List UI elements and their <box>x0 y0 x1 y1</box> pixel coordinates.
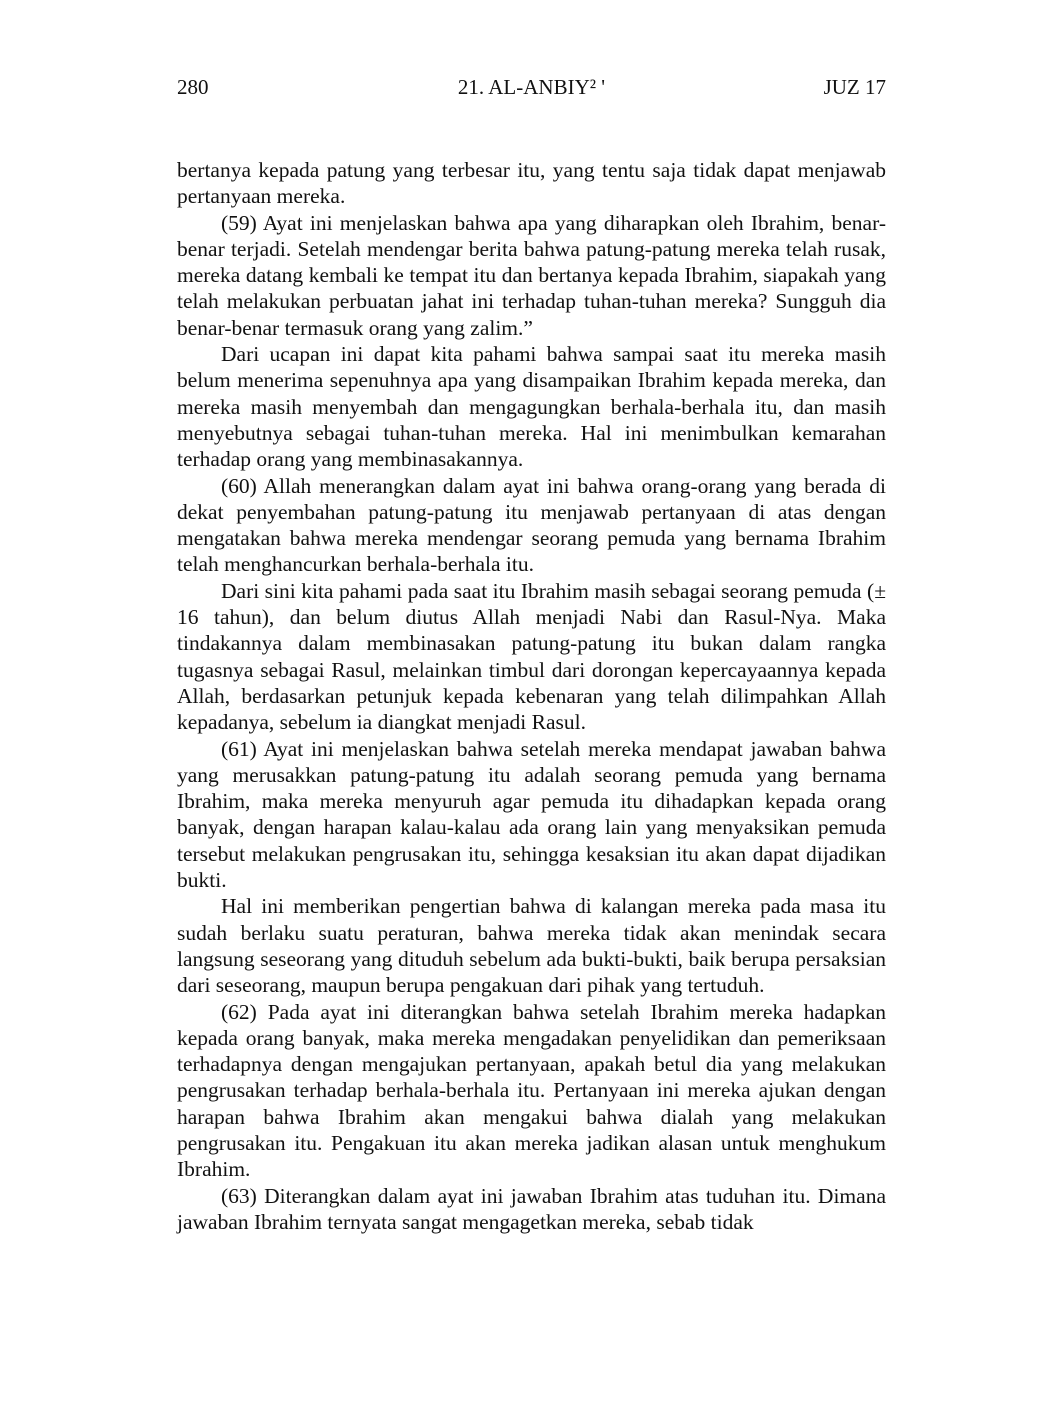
paragraph-commentary-61: Hal ini memberikan pengertian bahwa di kalangan mereka pada masa itu sudah berlaku suatu peraturan, bahwa mereka tidak akan menindak secara langsung seseorang yang dituduh sebelum ada bukti-bukti, baik berupa persaksian dari seseorang, maupun berupa pengakuan dari pihak yang tertuduh. <box>177 894 886 998</box>
paragraph-continuation: bertanya kepada patung yang terbesar itu, yang tentu saja tidak dapat menjawab pertanyaan mereka. <box>177 158 886 209</box>
paragraph-verse-61: (61) Ayat ini menjelaskan bahwa setelah mereka mendapat jawaban bahwa yang merusakkan patung-patung itu adalah seorang pemuda yang bernama Ibrahim, maka mereka menyuruh agar pemuda itu dihadapkan kepada orang banyak, dengan harapan kalau-kalau ada orang lain yang menyaksikan pemuda tersebut melakukan pengrusakan itu, sehingga kesaksian itu akan dapat dijadikan bukti. <box>177 736 886 893</box>
paragraph-verse-62: (62) Pada ayat ini diterangkan bahwa setelah Ibrahim mereka hadapkan kepada orang banyak, maka mereka mengadakan penyelidikan dan pemeriksaan terhadapnya dengan mengajukan pertanyaan, apakah betul dia yang melakukan pengrusakan terhadap berhala-berhala itu. Pertanyaan ini mereka ajukan dengan harapan bahwa Ibrahim akan mengakui bahwa dialah yang melakukan pengrusakan itu. Pengakuan itu akan mereka jadikan alasan untuk menghukum Ibrahim. <box>177 999 886 1182</box>
paragraph-verse-63: (63) Diterangkan dalam ayat ini jawaban Ibrahim atas tuduhan itu. Dimana jawaban Ibrahim ternyata sangat mengagetkan mereka, sebab tidak <box>177 1183 886 1234</box>
juz-label: JUZ 17 <box>823 75 886 99</box>
chapter-title: 21. AL-ANBIY² ' <box>457 75 606 99</box>
body-text <box>177 157 886 1235</box>
page-header <box>177 72 886 102</box>
paragraph-commentary-59: Dari ucapan ini dapat kita pahami bahwa sampai saat itu mereka masih belum menerima sepenuhnya apa yang disampaikan Ibrahim kepada mereka, dan mereka masih menyembah dan mengagungkan berhala-berhala itu, dan masih menyebutnya sebagai tuhan-tuhan mereka. Hal ini menimbulkan kemarahan terhadap orang yang membinasakannya. <box>177 342 886 472</box>
page-number: 280 <box>177 75 209 99</box>
paragraph-verse-59: (59) Ayat ini menjelaskan bahwa apa yang diharapkan oleh Ibrahim, benar-benar terjadi. Setelah mendengar berita bahwa patung-patung mereka telah rusak, mereka datang kembali ke tempat itu dan bertanya kepada Ibrahim, siapakah yang telah melakukan perbuatan jahat ini terhadap tuhan-tuhan mereka? Sungguh dia benar-benar termasuk orang yang zalim.” <box>177 210 886 340</box>
paragraph-verse-60: (60) Allah menerangkan dalam ayat ini bahwa orang-orang yang berada di dekat penyembahan patung-patung itu menjawab pertanyaan di atas dengan mengatakan bahwa mereka mendengar seorang pemuda yang bernama Ibrahim telah menghancurkan berhala-berhala itu. <box>177 473 886 577</box>
paragraph-commentary-60: Dari sini kita pahami pada saat itu Ibrahim masih sebagai seorang pemuda (± 16 tahun), dan belum diutus Allah menjadi Nabi dan Rasul-Nya. Maka tindakannya dalam membinasakan patung-patung itu bukan dalam rangka tugasnya sebagai Rasul, melainkan timbul dari dorongan kepercayaannya kepada Allah, berdasarkan petunjuk kepada kebenaran yang telah dilimpahkan Allah kepadanya, sebelum ia diangkat menjadi Rasul. <box>177 578 886 735</box>
